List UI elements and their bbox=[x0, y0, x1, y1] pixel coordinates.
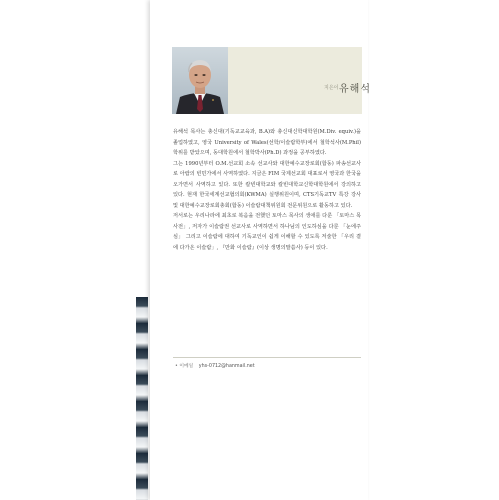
contact-line bbox=[175, 362, 255, 369]
divider bbox=[173, 357, 361, 358]
bio-paragraph: 그는 1990년부터 O.M.선교회 소속 선교사와 대한예수교장로회(합동) 파송선교사로 아랍의 빈민가에서 사역하였다. 지금은 FIM 국제선교회 대표로서 영국과 한국을 오가면서 사역하고 있다. 또한 칼빈대학교와 칼빈대학교신학대학원에서 강의하고 있다. 현재 한국세계선교협의회(KWMA) 실행위원이며, CTS기독교TV 특강 강사 및 대한예수교장로회총회(합동) 이슬람대책위원회 전문위원으로 활동하고 있다. bbox=[173, 160, 361, 209]
bio-paragraph: 유해석 목사는 총신대(기독교교육과, B.A)와 총신대신학대학원(M.Div. equiv.)을 졸업하였고, 영국 University of Wales(선학/이슬람학부)에서 철학석사(M.Phil) 학위를 받았으며, 동대학원에서 철학박사(Ph.D) 과정을 공부하였다. bbox=[173, 129, 361, 156]
author-name: 유해석 bbox=[339, 84, 371, 95]
author-role-label: 지은이 bbox=[324, 85, 339, 91]
email-address: yhs-0712@hanmail.net bbox=[198, 364, 255, 369]
book-spine bbox=[136, 297, 148, 500]
bio-paragraph: 저서로는 우리나라에 최초로 복음을 전했던 토마스 목사의 생애를 다룬 「토마스 목사전」, 저자가 이슬람권 선교사로 사역하면서 하나님의 인도하심을 다룬 「눈에주심」 그리고 이슬람에 대하여 기독교인이 쉽게 이해할 수 있도록 저술한 「우리 곁에 다가온 이슬람」, 『만화 이슬람』(이상 생명의말씀사) 등이 있다. bbox=[173, 213, 361, 251]
author-photo bbox=[172, 47, 228, 114]
email-label: • 이메일 bbox=[175, 364, 194, 369]
author-biography bbox=[173, 127, 361, 253]
